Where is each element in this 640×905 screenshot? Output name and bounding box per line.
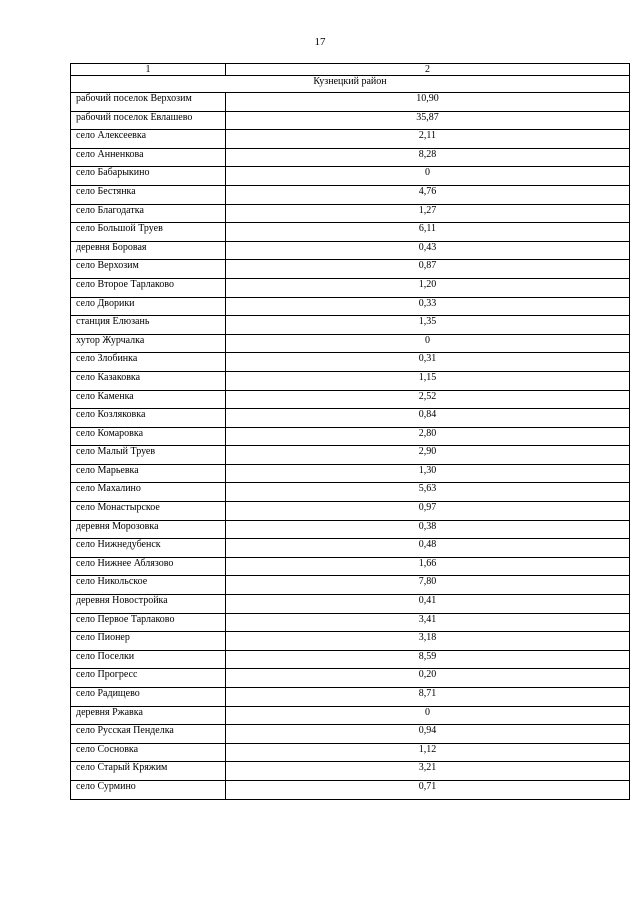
- table-row: [71, 409, 630, 428]
- settlement-value: 0,20: [226, 669, 630, 688]
- settlement-value: 4,76: [226, 185, 630, 204]
- table-row: [71, 278, 630, 297]
- table-row: [71, 464, 630, 483]
- settlement-value: 0,87: [226, 260, 630, 279]
- settlement-value: 0,31: [226, 353, 630, 372]
- table-row: [71, 706, 630, 725]
- settlement-value: 1,27: [226, 204, 630, 223]
- table-row: [71, 669, 630, 688]
- settlement-name: село Бестянка: [71, 185, 226, 204]
- settlement-name: хутор Журчалка: [71, 334, 226, 353]
- settlement-name: деревня Боровая: [71, 241, 226, 260]
- settlement-name: деревня Морозовка: [71, 520, 226, 539]
- table-row: [71, 520, 630, 539]
- table-row: [71, 316, 630, 335]
- table-row: [71, 427, 630, 446]
- table-row: [71, 780, 630, 799]
- settlement-name: село Каменка: [71, 390, 226, 409]
- table-row: [71, 241, 630, 260]
- settlement-value: 1,35: [226, 316, 630, 335]
- table-row: [71, 483, 630, 502]
- table-row: [71, 167, 630, 186]
- settlement-name: село Козляковка: [71, 409, 226, 428]
- settlement-name: село Нижнее Аблязово: [71, 557, 226, 576]
- settlement-name: село Никольское: [71, 576, 226, 595]
- settlement-value: 1,66: [226, 557, 630, 576]
- settlement-value: 10,90: [226, 93, 630, 112]
- table-body: [71, 64, 630, 800]
- table-row: [71, 148, 630, 167]
- table-row: [71, 557, 630, 576]
- settlement-value: 3,41: [226, 613, 630, 632]
- settlement-name: село Благодатка: [71, 204, 226, 223]
- settlement-name: село Монастырское: [71, 502, 226, 521]
- settlement-value: 1,20: [226, 278, 630, 297]
- table-row: [71, 762, 630, 781]
- settlement-name: село Второе Тарлаково: [71, 278, 226, 297]
- settlement-name: село Первое Тарлаково: [71, 613, 226, 632]
- table-row: [71, 725, 630, 744]
- district-name: Кузнецкий район: [71, 76, 630, 93]
- settlement-name: село Малый Труев: [71, 446, 226, 465]
- table-row: [71, 297, 630, 316]
- settlement-value: 0,38: [226, 520, 630, 539]
- settlement-value: 0,48: [226, 539, 630, 558]
- settlement-name: село Верхозим: [71, 260, 226, 279]
- column-number-row: [71, 64, 630, 76]
- settlement-value: 2,52: [226, 390, 630, 409]
- settlement-value: 8,59: [226, 650, 630, 669]
- settlement-value: 0,84: [226, 409, 630, 428]
- table-row: [71, 613, 630, 632]
- data-table: [70, 63, 630, 800]
- table-row: [71, 353, 630, 372]
- table-row: [71, 446, 630, 465]
- settlement-name: село Радищево: [71, 688, 226, 707]
- settlement-name: село Сосновка: [71, 743, 226, 762]
- table-row: [71, 743, 630, 762]
- settlement-name: село Сурмино: [71, 780, 226, 799]
- settlement-name: село Нижнедубенск: [71, 539, 226, 558]
- settlement-value: 0,43: [226, 241, 630, 260]
- settlement-value: 1,12: [226, 743, 630, 762]
- page-number: 17: [314, 36, 326, 48]
- settlement-value: 3,21: [226, 762, 630, 781]
- settlement-value: 8,28: [226, 148, 630, 167]
- settlement-name: село Алексеевка: [71, 130, 226, 149]
- table-row: [71, 632, 630, 651]
- settlement-value: 3,18: [226, 632, 630, 651]
- settlement-value: 35,87: [226, 111, 630, 130]
- settlement-name: село Большой Труев: [71, 223, 226, 242]
- table-row: [71, 576, 630, 595]
- table-row: [71, 688, 630, 707]
- settlement-name: рабочий поселок Евлашево: [71, 111, 226, 130]
- settlement-name: село Старый Кряжим: [71, 762, 226, 781]
- settlement-value: 0: [226, 334, 630, 353]
- table-row: [71, 111, 630, 130]
- settlement-value: 0,41: [226, 595, 630, 614]
- settlement-name: село Бабарыкино: [71, 167, 226, 186]
- district-row: [71, 76, 630, 93]
- table-row: [71, 223, 630, 242]
- table-row: [71, 260, 630, 279]
- settlement-name: деревня Новостройка: [71, 595, 226, 614]
- settlement-value: 1,30: [226, 464, 630, 483]
- settlement-name: село Комаровка: [71, 427, 226, 446]
- settlement-value: 6,11: [226, 223, 630, 242]
- settlement-name: село Махалино: [71, 483, 226, 502]
- settlement-name: село Казаковка: [71, 371, 226, 390]
- settlement-value: 0,71: [226, 780, 630, 799]
- table-row: [71, 650, 630, 669]
- settlement-value: 2,90: [226, 446, 630, 465]
- table-row: [71, 390, 630, 409]
- settlement-name: село Поселки: [71, 650, 226, 669]
- table-row: [71, 371, 630, 390]
- settlement-name: село Прогресс: [71, 669, 226, 688]
- settlement-value: 0: [226, 167, 630, 186]
- settlement-value: 2,80: [226, 427, 630, 446]
- settlement-name: село Дворики: [71, 297, 226, 316]
- settlement-value: 8,71: [226, 688, 630, 707]
- settlement-name: деревня Ржавка: [71, 706, 226, 725]
- settlement-value: 1,15: [226, 371, 630, 390]
- table-row: [71, 204, 630, 223]
- table-row: [71, 185, 630, 204]
- settlement-name: село Анненкова: [71, 148, 226, 167]
- settlement-value: 0,33: [226, 297, 630, 316]
- settlement-name: село Пионер: [71, 632, 226, 651]
- settlement-name: село Злобинка: [71, 353, 226, 372]
- table-row: [71, 595, 630, 614]
- settlement-value: 0: [226, 706, 630, 725]
- table-row: [71, 502, 630, 521]
- settlement-value: 7,80: [226, 576, 630, 595]
- settlement-name: рабочий поселок Верхозим: [71, 93, 226, 112]
- settlement-value: 2,11: [226, 130, 630, 149]
- settlement-value: 0,97: [226, 502, 630, 521]
- settlement-value: 5,63: [226, 483, 630, 502]
- table-row: [71, 130, 630, 149]
- column-header-2: 2: [226, 64, 630, 76]
- settlement-name: село Марьевка: [71, 464, 226, 483]
- column-header-1: 1: [71, 64, 226, 76]
- table-row: [71, 334, 630, 353]
- settlement-name: станция Елюзань: [71, 316, 226, 335]
- table-row: [71, 539, 630, 558]
- table-row: [71, 93, 630, 112]
- settlement-value: 0,94: [226, 725, 630, 744]
- settlement-name: село Русская Пенделка: [71, 725, 226, 744]
